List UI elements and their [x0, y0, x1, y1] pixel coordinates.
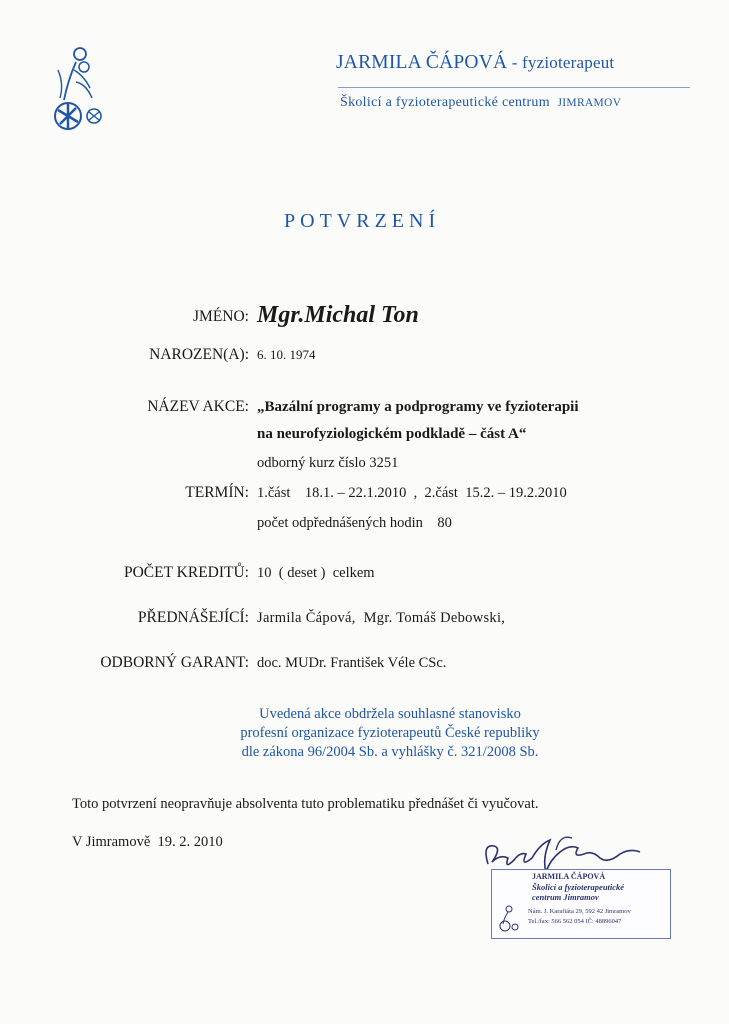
name-value: Mgr.Michal Ton [257, 302, 419, 328]
header-divider [338, 87, 690, 88]
name-label: JMÉNO: [193, 308, 249, 325]
disclaimer: Toto potvrzení neopravňuje absolventa tuto problematiku přednášet či vyučovat. [72, 796, 539, 812]
header-center [340, 95, 621, 111]
official-stamp [491, 869, 671, 939]
stamp-name: JARMILA ČÁPOVÁ [532, 872, 606, 881]
hours-value: počet odpřednášených hodin 80 [257, 515, 452, 531]
guarantor-value: doc. MUDr. František Véle CSc. [257, 655, 447, 671]
term-label: TERMÍN: [185, 484, 249, 501]
header-center-town: JIMRAMOV [557, 97, 622, 109]
stamp-center: Školicí a fyzioterapeutické [532, 882, 625, 892]
header-center-prefix: Školicí a fyzioterapeutické centrum [340, 95, 550, 110]
credits-label: POČET KREDITŮ: [123, 564, 249, 581]
stamp-town: centrum Jimramov [532, 892, 599, 902]
lecturers-value: Jarmila Čápová, Mgr. Tomáš Debowski, [257, 610, 506, 626]
header-name-text: JARMILA ČÁPOVÁ [336, 52, 508, 73]
header-name [336, 52, 614, 74]
term-value: 1.část 18.1. – 22.1.2010 , 2.část 15.2. – 19.2.2010 [257, 485, 567, 501]
born-value: 6. 10. 1974 [257, 347, 316, 362]
stamp-address: Nám. J. Karafiáta 29, 592 42 Jimramov [528, 908, 631, 915]
stamp-contact: Tel./fax: 566 562 054 IČ: 48896047 [528, 918, 622, 925]
stamp-logo-icon [496, 904, 520, 932]
guarantor-label: ODBORNÝ GARANT: [100, 654, 249, 671]
approval-note-line1: Uvedená akce obdržela souhlasné stanovisko [259, 706, 521, 722]
logo-figure-icon [46, 40, 108, 132]
lecturers-label: PŘEDNÁŠEJÍCÍ: [137, 609, 249, 626]
course-number: odborný kurz číslo 3251 [257, 455, 399, 471]
document-title: POTVRZENÍ [284, 210, 441, 232]
event-title-line1: „Bazální programy a podprogramy ve fyzioterapii [257, 399, 579, 415]
event-title-line2: na neurofyziologickém podkladě – část A“ [257, 426, 527, 442]
header-profession: - fyzioterapeut [507, 53, 615, 72]
event-label: NÁZEV AKCE: [147, 398, 249, 415]
credits-value: 10 ( deset ) celkem [257, 565, 375, 581]
place-date: V Jimramově 19. 2. 2010 [72, 834, 223, 850]
born-label: NAROZEN(A): [149, 346, 249, 363]
approval-note-line3: dle zákona 96/2004 Sb. a vyhlášky č. 321/2008 Sb. [241, 744, 539, 760]
approval-note-line2: profesní organizace fyzioterapeutů České republiky [240, 725, 540, 741]
